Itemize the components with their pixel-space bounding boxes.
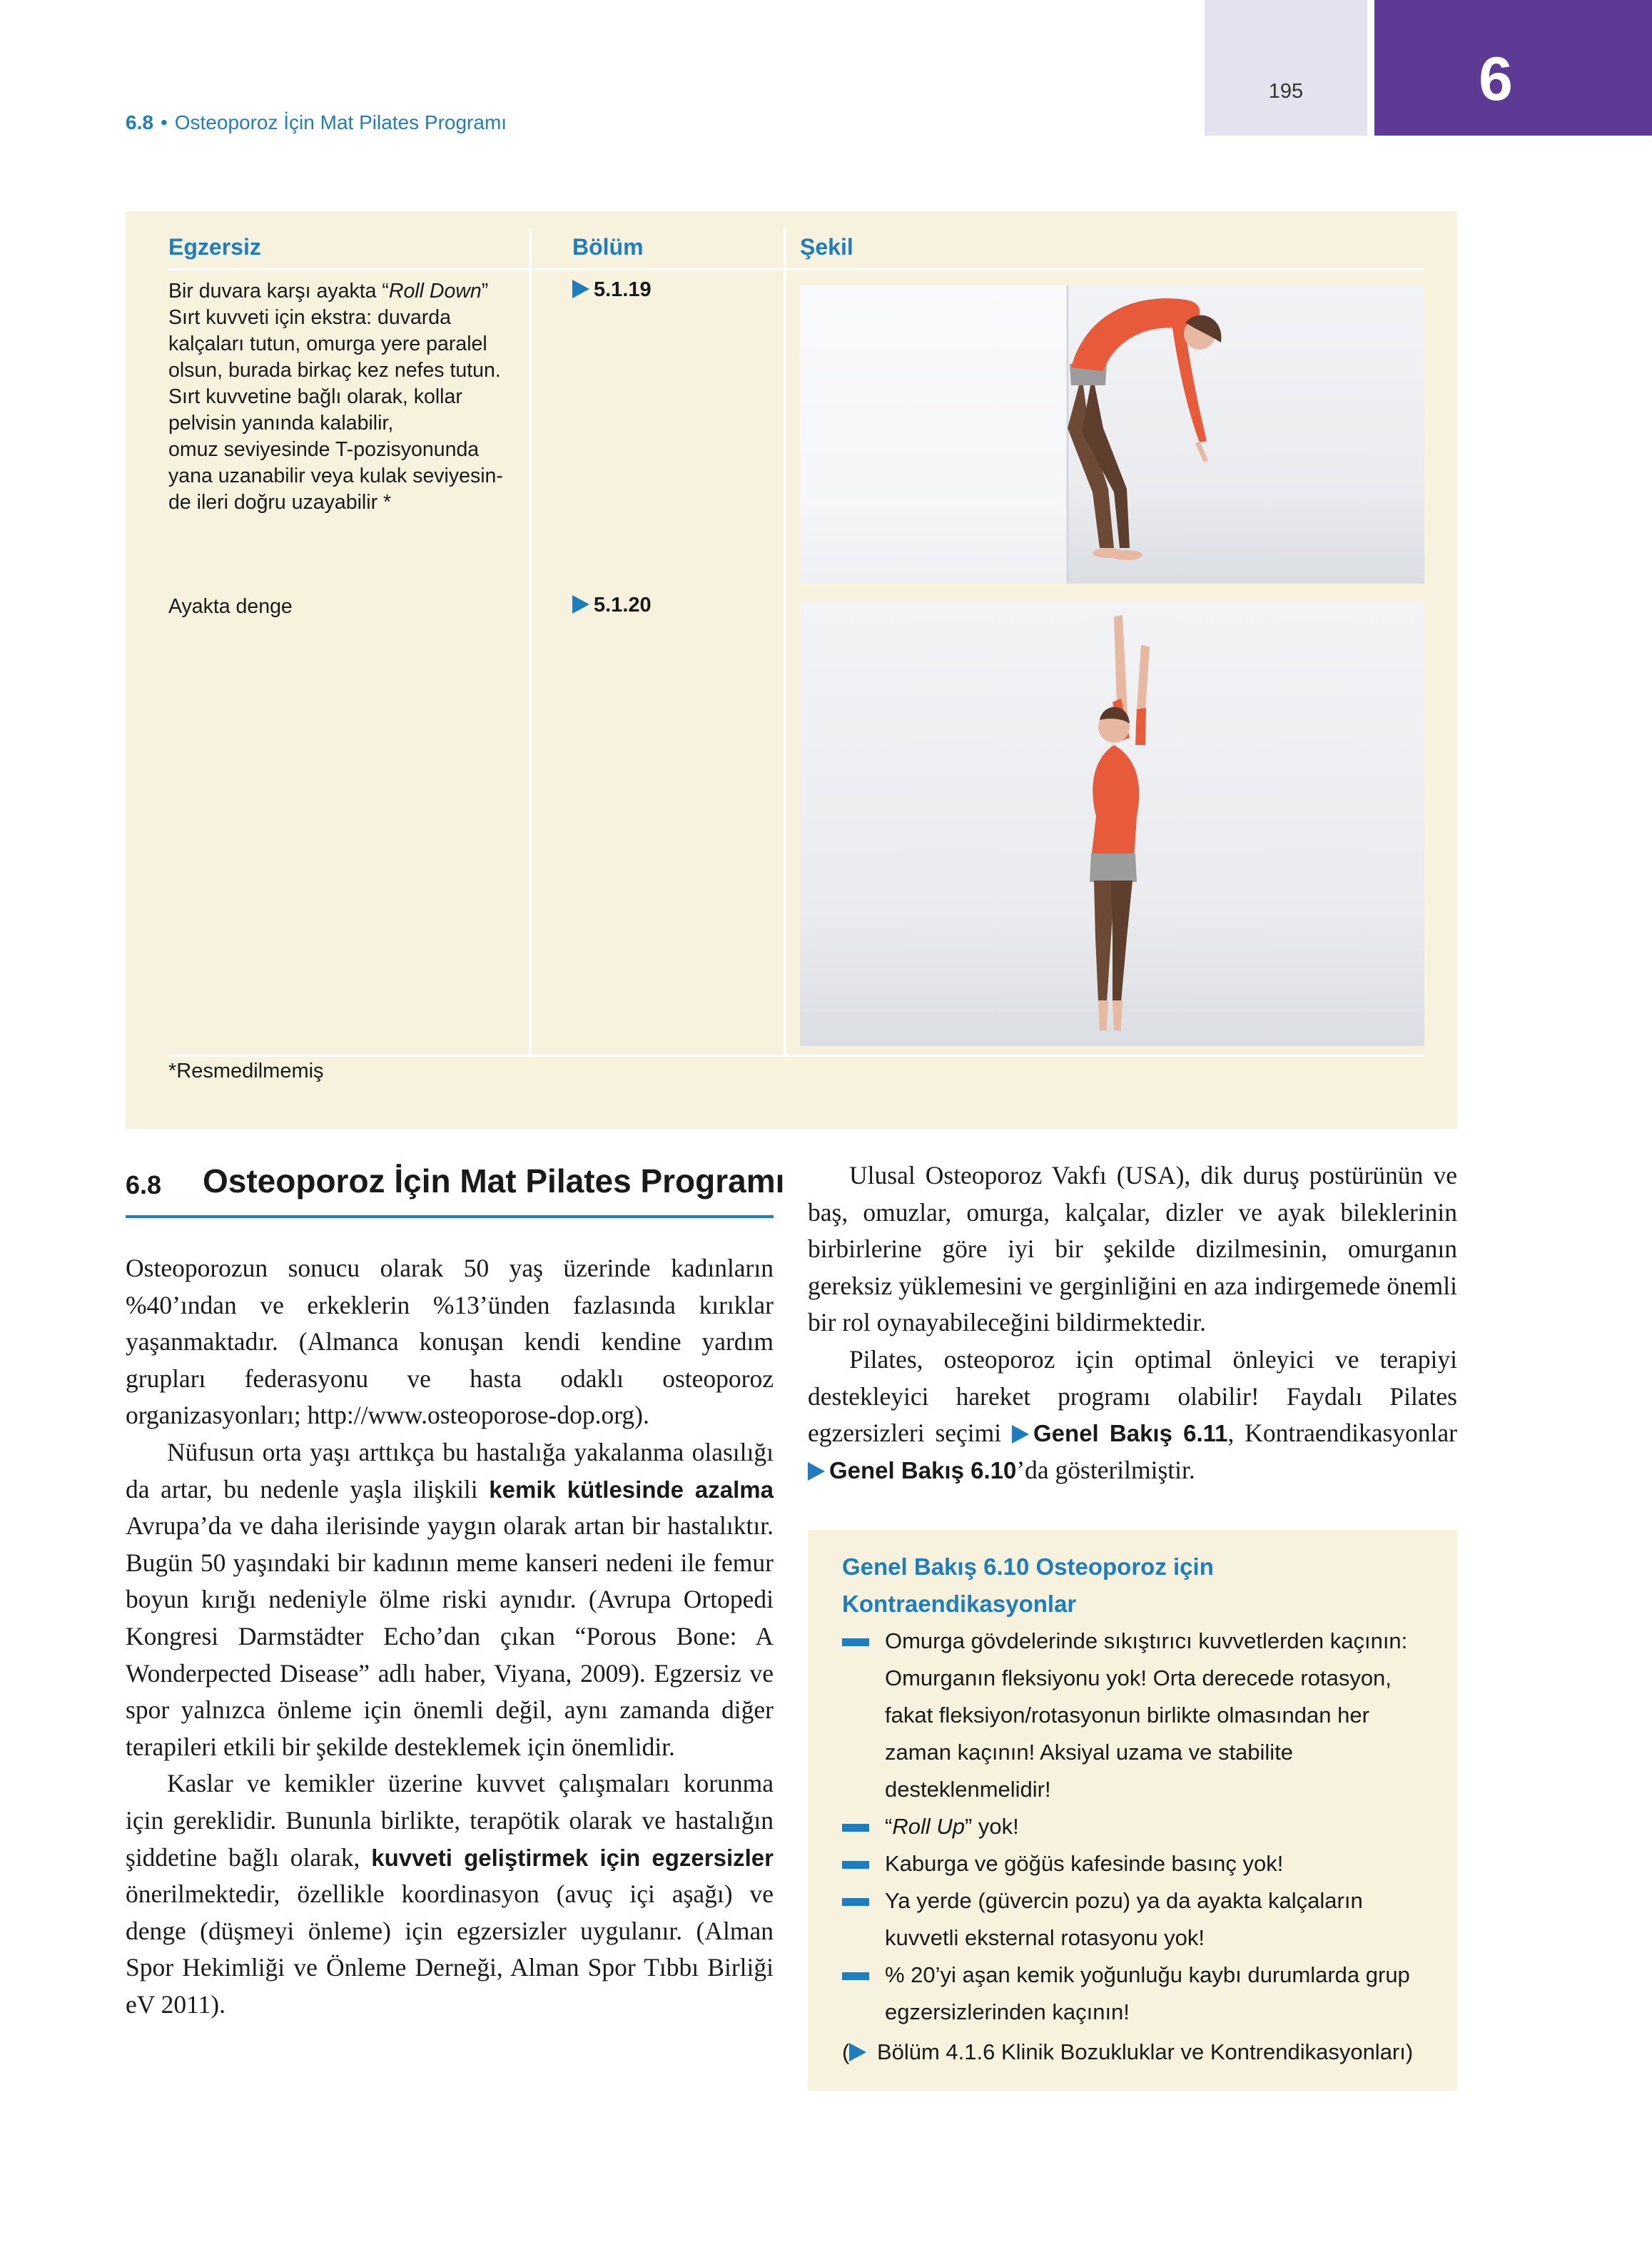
overview-footer-ref[interactable]: ( Bölüm 4.1.6 Klinik Bozukluklar ve Kontrendikasyonları) xyxy=(842,2039,1414,2064)
section-title-rule xyxy=(126,1215,774,1218)
page-number: 195 xyxy=(1268,80,1304,103)
header-bullet: • xyxy=(160,111,168,133)
table-divider-2 xyxy=(784,228,786,1055)
running-header xyxy=(126,111,507,134)
bullet-bar-icon xyxy=(842,1972,869,1980)
table-footnote: *Resmedilmemiş xyxy=(168,1060,324,1082)
paragraph: Pilates, osteoporoz için optimal önleyici ve terapiyi destekleyici hareket programı olabilir! Faydalı Pilates egzersizleri seçimi Genel Bakış 6.11, Kontraendikasyonlar Genel Bakış 6.10’da gösterilmiştir. xyxy=(808,1344,1457,1484)
figure-roll-down-photo xyxy=(800,285,1424,584)
table-bottom-rule xyxy=(168,1055,1424,1057)
overview-6-11-link[interactable]: Genel Bakış 6.11 xyxy=(1033,1420,1228,1447)
arrow-right-icon xyxy=(572,280,589,298)
arrow-right-icon xyxy=(572,595,589,614)
col-header-section: Bölüm xyxy=(572,234,644,260)
table-row-2-section: 5.1.20 xyxy=(572,594,652,617)
right-column-text xyxy=(808,1157,1457,1488)
header-section-num: 6.8 xyxy=(126,111,153,133)
page-number-tab xyxy=(1205,0,1367,136)
overview-title: Genel Bakış 6.10 Osteoporoz için Kontraendikasyonlar xyxy=(842,1553,1214,1617)
arrow-right-icon xyxy=(849,2043,866,2061)
paragraph: Nüfusun orta yaşı arttıkça bu hastalığa yakalanma olasılığı da artar, bu nedenle yaşla ilişkili kemik kütlesinde azalma Avrupa’da ve daha ilerisinde yaygın olarak artan bir hastalıktır. Bugün 50 yaşındaki bir kadının meme kanseri nedeni ile femur boyun kırığı nedeniyle ölme riski aynıdır. (Avrupa Ortopedi Kongresi Darmstädter Echo’dan çıkan “Porous Bone: A Wonderpected Disease” adlı haber, Viyana, 2009). Egzersiz ve spor yalnızca önleme için önemli değil, aynı zamanda diğer terapileri etkili bir şekilde desteklemek için önemlidir. xyxy=(126,1437,774,1761)
table-header-rule xyxy=(168,268,1424,270)
bullet-bar-icon xyxy=(842,1861,869,1869)
bullet-bar-icon xyxy=(842,1824,869,1832)
arrow-right-icon xyxy=(1012,1425,1029,1444)
table-divider-1 xyxy=(529,228,532,1055)
table-row-1-exercise: Bir duvara karşı ayakta “Roll Down” Sırt kuvveti için ekstra: duvarda kalçaları tutun, omurga yere paralel olsun, burada birkaç kez nefes tutun. Sırt kuvvetine bağlı olarak, kollar pelvisin yanında kalabilir, omuz seviyesinde T-pozisyonunda yana uzanabilir veya kulak seviyesin- de ileri doğru uzayabilir * xyxy=(168,280,503,514)
paragraph: Kaslar ve kemikler üzerine kuvvet çalışmaları korunma için gereklidir. Bununla birlikte, terapötik olarak ve hastalığın şiddetine bağlı olarak, kuvveti geliştirmek için egzersizler önerilmektedir, özellikle koordinasyon (avuç içi aşağı) ve denge (düşmeyi önleme) için egzersizler uygulanır. (Alman Spor Hekimliği ve Önleme Derneği, Alman Spor Tıbbı Birliği eV 2011). xyxy=(126,1769,774,2019)
bullet-bar-icon xyxy=(842,1898,869,1906)
section-title: Osteoporoz İçin Mat Pilates Programı xyxy=(203,1162,785,1199)
section-number: 6.8 xyxy=(126,1170,162,1199)
paragraph: Osteoporozun sonucu olarak 50 yaş üzerinde kadınların %40’ından ve erkeklerin %13’ünden fazlasında kırıklar yaşanmaktadır. (Almanca konuşan kendi kendine yardım grupları federasyonu ve hasta odaklı osteoporoz organizasyonları; http://www.osteoporose-dop.org). xyxy=(126,1254,774,1430)
col-header-exercise: Egzersiz xyxy=(168,234,261,260)
arrow-right-icon xyxy=(808,1462,825,1481)
bullet-bar-icon xyxy=(842,1638,869,1646)
table-row-2-exercise: Ayakta denge xyxy=(168,595,293,618)
figure-standing-balance-photo xyxy=(800,602,1424,1046)
paragraph: Ulusal Osteoporoz Vakfı (USA), dik duruş postürünün ve baş, omuzlar, omurga, kalçalar, dizler ve ayak bileklerinin birbirlerine göre iyi bir şekilde dizilmesinin, omurganın gereksiz yüklemesini ve gerginliğini en aza indirgemede önemli bir rol oynayabileceğini bildirmektedir. xyxy=(808,1161,1457,1337)
header-section-title: Osteoporoz İçin Mat Pilates Programı xyxy=(174,111,507,133)
table-row-1-section: 5.1.19 xyxy=(572,278,652,302)
overview-6-10-link[interactable]: Genel Bakış 6.10 xyxy=(829,1456,1017,1483)
col-header-figure: Şekil xyxy=(800,234,853,260)
left-column-text xyxy=(126,1250,774,2023)
chapter-number: 6 xyxy=(1479,45,1513,113)
